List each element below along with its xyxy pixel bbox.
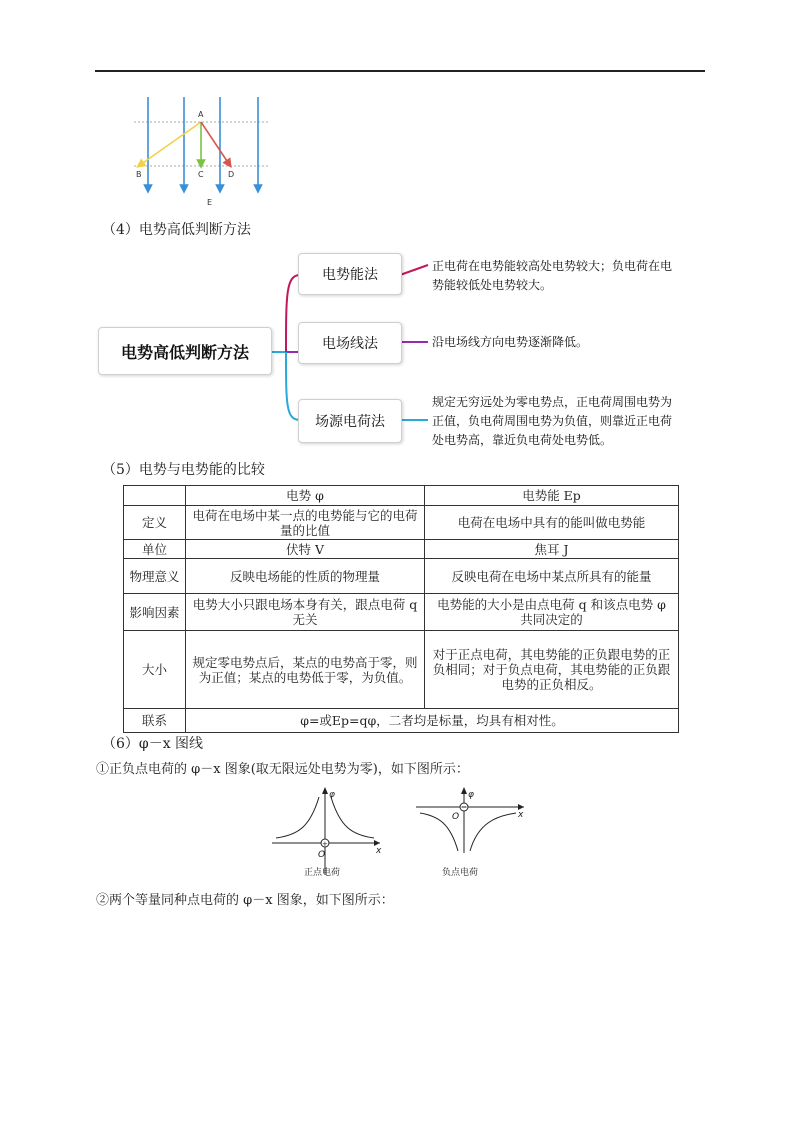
table-cell: 反映电场能的性质的物理量 (186, 559, 425, 594)
svg-text:x: x (376, 846, 382, 856)
table-row (124, 559, 679, 594)
label-c: C (198, 170, 204, 179)
branch-source-charge: 场源电荷法 (298, 399, 402, 443)
table-cell (124, 486, 186, 506)
table-cell: 电势能的大小是由点电荷 q 和该点电势 φ 共同决定的 (425, 594, 679, 631)
label-d: D (228, 170, 235, 179)
table-header-row (124, 486, 679, 506)
path-ab (140, 122, 201, 165)
label-e: E (207, 198, 213, 207)
table-cell: 定义 (124, 506, 186, 540)
svg-text:O: O (318, 850, 326, 860)
svg-text:x: x (518, 810, 524, 820)
label-b: B (136, 170, 142, 179)
table-cell: φ=或Ep=qφ，二者均是标量，均具有相对性。 (186, 709, 679, 733)
svg-text:φ: φ (468, 790, 474, 800)
field-lines-figure (128, 95, 278, 210)
table-row (124, 594, 679, 631)
paragraph-1: ①正负点电荷的 φ－x 图象(取无限远处电势为零)，如下图所示： (96, 762, 469, 777)
table-cell: 影响因素 (124, 594, 186, 631)
table-cell: 电荷在电场中具有的能叫做电势能 (425, 506, 679, 540)
table-cell: 电势大小只跟电场本身有关，跟点电荷 q 无关 (186, 594, 425, 631)
caption-positive: 正点电荷 (304, 868, 341, 878)
section4-title: （4）电势高低判断方法 (102, 222, 251, 238)
table-row (124, 631, 679, 709)
svg-text:+: + (322, 840, 328, 848)
header-rule (95, 70, 705, 72)
table-cell: 伏特 V (186, 540, 425, 559)
path-ad (201, 122, 229, 164)
table-cell: 焦耳 J (425, 540, 679, 559)
table-cell: 电荷在电场中某一点的电势能与它的电荷量的比值 (186, 506, 425, 540)
table-cell: 电势能 Ep (425, 486, 679, 506)
branch-field-line: 电场线法 (298, 322, 402, 364)
section5-title: （5）电势与电势能的比较 (102, 462, 265, 478)
svg-text:φ: φ (329, 790, 335, 800)
graph-positive-charge (268, 785, 388, 880)
table-row (124, 540, 679, 559)
mindmap-root: 电势高低判断方法 (98, 327, 272, 375)
svg-text:O: O (452, 812, 460, 822)
table-cell: 物理意义 (124, 559, 186, 594)
branch-desc-1: 正电荷在电势能较高处电势较大；负电荷在电 势能较低处电势较大。 (432, 259, 673, 292)
table-row (124, 709, 679, 733)
paragraph-2: ②两个等量同种点电荷的 φ－x 图象，如下图所示： (96, 893, 394, 908)
table-cell: 反映电荷在电场中某点所具有的能量 (425, 559, 679, 594)
caption-negative: 负点电荷 (442, 868, 479, 878)
section6-title: （6）φ－x 图线 (102, 736, 204, 752)
table-cell: 联系 (124, 709, 186, 733)
branch-desc-3: 规定无穷远处为零电势点，正电荷周围电势为 正值，负电荷周围电势为负值，则靠近正电荷 处电势高，靠近负电荷处电势低。 (432, 395, 673, 447)
branch-potential-energy: 电势能法 (298, 253, 402, 295)
branch-desc-2: 沿电场线方向电势逐渐降低。 (432, 335, 589, 349)
table-cell: 大小 (124, 631, 186, 709)
graph-negative-charge (412, 785, 532, 880)
comparison-table (123, 485, 679, 733)
table-row (124, 506, 679, 540)
table-cell: 规定零电势点后，某点的电势高于零，则为正值；某点的电势低于零，为负值。 (186, 631, 425, 709)
table-cell: 单位 (124, 540, 186, 559)
label-a: A (198, 110, 204, 119)
table-cell: 对于正点电荷，其电势能的正负跟电势的正负相同；对于负点电荷，其电势能的正负跟电势的正负相反。 (425, 631, 679, 709)
table-cell: 电势 φ (186, 486, 425, 506)
